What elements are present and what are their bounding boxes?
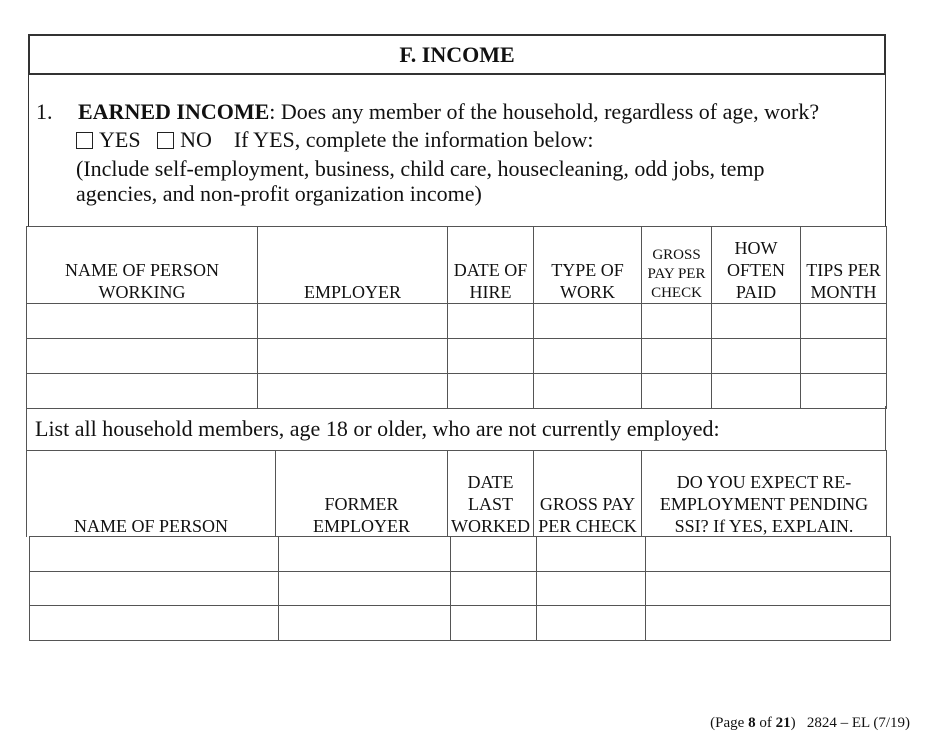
question-number: 1. xyxy=(36,99,53,124)
cell-input[interactable] xyxy=(279,606,451,641)
cell-input[interactable] xyxy=(27,339,258,374)
table-row xyxy=(27,304,887,339)
question-line xyxy=(36,99,886,125)
cell-input[interactable] xyxy=(279,571,451,606)
cell-input[interactable] xyxy=(258,339,448,374)
cell-input[interactable] xyxy=(30,606,279,641)
page-footer xyxy=(650,714,910,732)
cell-input[interactable] xyxy=(30,571,279,606)
page-suffix: ) xyxy=(790,715,796,731)
cell-input[interactable] xyxy=(451,571,537,606)
cell-input[interactable] xyxy=(801,339,887,374)
question-text: : Does any member of the household, regardless of age, work? xyxy=(269,99,820,124)
table-row xyxy=(27,339,887,374)
cell-input[interactable] xyxy=(646,571,891,606)
page-total: 21 xyxy=(775,715,791,731)
col-header-how-often-paid: HOW OFTEN PAID xyxy=(712,227,801,304)
table-row xyxy=(27,374,887,409)
form-id: 2824 – EL (7/19) xyxy=(806,715,910,731)
employed-table xyxy=(26,226,887,409)
cell-input[interactable] xyxy=(646,537,891,572)
col-header-date-of-hire: DATE OF HIRE xyxy=(448,227,534,304)
no-checkbox[interactable] xyxy=(157,132,174,149)
col-header-date-last-worked: DATE LAST WORKED xyxy=(448,451,534,537)
cell-input[interactable] xyxy=(646,606,891,641)
cell-input[interactable] xyxy=(534,304,642,339)
col-header-employer: EMPLOYER xyxy=(258,227,448,304)
note-line-1: (Include self-employment, business, child care, housecleaning, odd jobs, temp xyxy=(76,156,765,181)
yes-label: YES xyxy=(99,127,141,152)
question-heading: EARNED INCOME xyxy=(78,99,270,124)
no-label: NO xyxy=(180,127,212,152)
cell-input[interactable] xyxy=(642,304,712,339)
col-header-name: NAME OF PERSON WORKING xyxy=(27,227,258,304)
col-header-tips: TIPS PER MONTH xyxy=(801,227,887,304)
cell-input[interactable] xyxy=(801,374,887,409)
cell-input[interactable] xyxy=(642,339,712,374)
col-header-gross-pay: GROSS PAY PER CHECK xyxy=(642,227,712,304)
cell-input[interactable] xyxy=(642,374,712,409)
unemployed-prompt: List all household members, age 18 or older, who are not currently employed: xyxy=(26,406,886,451)
cell-input[interactable] xyxy=(258,374,448,409)
answer-line xyxy=(76,127,876,153)
page-prefix: (Page xyxy=(710,715,749,731)
cell-input[interactable] xyxy=(448,339,534,374)
cell-input[interactable] xyxy=(712,374,801,409)
yes-checkbox[interactable] xyxy=(76,132,93,149)
cell-input[interactable] xyxy=(537,606,646,641)
cell-input[interactable] xyxy=(451,606,537,641)
cell-input[interactable] xyxy=(712,339,801,374)
col-header-type-of-work: TYPE OF WORK xyxy=(534,227,642,304)
col-header-reemployment: DO YOU EXPECT RE-EMPLOYMENT PENDING SSI? If YES, EXPLAIN. xyxy=(642,451,887,537)
table-row xyxy=(30,571,891,606)
note-line-2: agencies, and non-profit organization income) xyxy=(76,181,482,206)
cell-input[interactable] xyxy=(537,537,646,572)
cell-input[interactable] xyxy=(534,374,642,409)
page-of: of xyxy=(755,715,776,731)
cell-input[interactable] xyxy=(537,571,646,606)
table-header-row xyxy=(27,227,887,304)
cell-input[interactable] xyxy=(27,304,258,339)
cell-input[interactable] xyxy=(258,304,448,339)
unemployed-table-header xyxy=(26,450,887,537)
col-header-former-employer: FORMER EMPLOYER xyxy=(276,451,448,537)
cell-input[interactable] xyxy=(279,537,451,572)
col-header-name-of-person: NAME OF PERSON xyxy=(27,451,276,537)
table-row xyxy=(30,606,891,641)
cell-input[interactable] xyxy=(30,537,279,572)
table-header-row xyxy=(27,451,887,537)
cell-input[interactable] xyxy=(448,304,534,339)
cell-input[interactable] xyxy=(801,304,887,339)
cell-input[interactable] xyxy=(27,374,258,409)
page-current: 8 xyxy=(748,715,756,731)
cell-input[interactable] xyxy=(448,374,534,409)
cell-input[interactable] xyxy=(451,537,537,572)
table-row xyxy=(30,537,891,572)
col-header-gross-pay: GROSS PAY PER CHECK xyxy=(534,451,642,537)
instruction-text: If YES, complete the information below: xyxy=(233,127,594,152)
section-title: F. INCOME xyxy=(28,34,886,75)
cell-input[interactable] xyxy=(534,339,642,374)
unemployed-table xyxy=(29,536,891,641)
cell-input[interactable] xyxy=(712,304,801,339)
